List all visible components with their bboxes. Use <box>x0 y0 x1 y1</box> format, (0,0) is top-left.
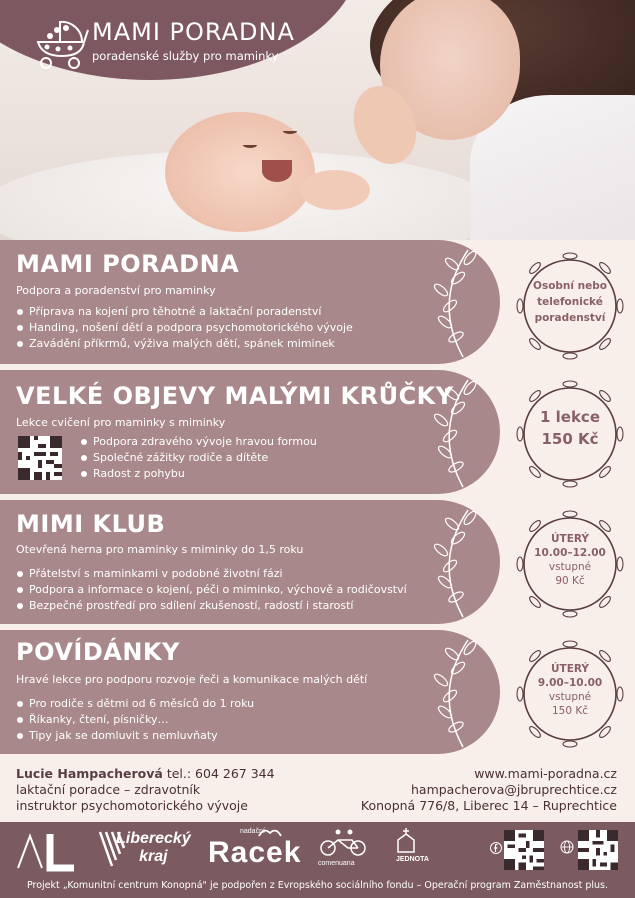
section-title: VELKÉ OBJEVY MALÝMI KRŮČKY <box>16 382 454 410</box>
hero-photo <box>0 0 635 240</box>
section-title: MAMI PORADNA <box>16 250 240 278</box>
badge-line: 150 Kč <box>551 705 589 717</box>
email-link[interactable]: hampacherova@jbruprechtice.cz <box>410 782 617 797</box>
badge-line: 1 lekce <box>539 408 600 426</box>
contact-phone[interactable]: tel.: 604 267 344 <box>166 766 275 781</box>
list-item: Radost z pohybu <box>80 466 317 482</box>
qr-code-icon[interactable] <box>504 830 544 870</box>
list-item: Podpora a informace o kojení, péči o miminko, výchově a rodičovství <box>16 582 407 598</box>
section-subtitle: Hravé lekce pro podporu rozvoje řeči a komunikace malých dětí <box>16 673 368 686</box>
qr-code-icon[interactable] <box>578 830 618 870</box>
badge-line: ÚTERÝ <box>551 663 589 675</box>
pram-icon <box>30 16 90 70</box>
list-item: Společné zážitky rodiče a dítěte <box>80 450 317 466</box>
badge-line: poradenství <box>534 312 606 324</box>
badge-line: telefonické <box>537 296 603 308</box>
qr-code-icon <box>18 436 62 480</box>
badge-line: Osobní nebo <box>533 280 607 292</box>
badge-line: ÚTERÝ <box>551 533 589 545</box>
tandem-bike-icon <box>318 828 368 858</box>
contact-role: instruktor psychomotorického vývoje <box>16 798 248 813</box>
kraj-logo-text <box>116 830 191 866</box>
contact-role: laktační poradce – zdravotník <box>16 782 201 797</box>
contact-name: Lucie Hampacherová <box>16 766 163 781</box>
logo-line: kraj <box>139 848 168 865</box>
bullet-list <box>80 434 317 482</box>
footer-project-text: Projekt „Komunitní centrum Konopná" je podpořen z Evropského sociálního fondu – Operační program Zaměstnanost plus. <box>26 880 609 891</box>
list-item: Říkanky, čtení, písničky… <box>16 712 254 728</box>
brand-subtitle: poradenské služby pro maminky <box>92 49 279 63</box>
section-subtitle: Lekce cvičení pro maminky s miminky <box>16 416 226 429</box>
leaf-branch-icon <box>428 502 498 622</box>
baby-eye <box>283 128 297 134</box>
facebook-icon[interactable] <box>490 840 502 856</box>
badge-line: 10.00–12.00 <box>534 547 606 559</box>
section-velke-objevy <box>0 370 635 494</box>
section-povidanky <box>0 630 635 754</box>
racek-small-text: nadační <box>240 828 265 835</box>
section-mimi-klub <box>0 500 635 624</box>
contact-block <box>0 760 635 822</box>
list-item: Zavádění příkrmů, výživa malých dětí, spánek miminek <box>16 336 353 352</box>
website-link[interactable]: www.mami-poradna.cz <box>474 766 617 781</box>
list-item: Handing, nošení dětí a podpora psychomotorického vývoje <box>16 320 353 336</box>
bullet-list <box>16 566 407 614</box>
badge-line: 150 Kč <box>541 430 599 448</box>
badge-line: 90 Kč <box>555 575 585 587</box>
badge-line: vstupné <box>548 691 592 703</box>
badge-line: 9.00–10.00 <box>537 677 603 689</box>
baby-eye <box>243 142 257 148</box>
section-title: MIMI KLUB <box>16 510 166 538</box>
badge-text <box>520 278 620 326</box>
racek-logo-text: Racek <box>208 836 302 869</box>
baby-mouth <box>262 160 292 182</box>
badge-line: vstupné <box>548 561 592 573</box>
badge-text <box>520 662 620 718</box>
section-subtitle: Podpora a poradenství pro maminky <box>16 284 216 297</box>
address: Konopná 776/8, Liberec 14 – Ruprechtice <box>360 798 617 813</box>
brand-logo <box>30 16 310 74</box>
brand-title: MAMI PORADNA <box>92 18 295 46</box>
leaf-branch-icon <box>428 632 498 752</box>
bullet-list <box>16 304 353 352</box>
list-item: Příprava na kojení pro těhotné a laktační poradenství <box>16 304 353 320</box>
list-item: Přátelství s maminkami v podobné životní fázi <box>16 566 407 582</box>
bullet-list <box>16 696 254 744</box>
globe-icon[interactable] <box>560 840 574 854</box>
baby-arm <box>300 170 370 210</box>
footer <box>0 822 635 898</box>
leaf-branch-icon <box>428 242 498 362</box>
section-subtitle: Otevřená herna pro maminky s miminky do 1,5 roku <box>16 543 304 556</box>
badge-text <box>520 532 620 588</box>
list-item: Pro rodiče s dětmi od 6 měsíců do 1 roku <box>16 696 254 712</box>
list-item: Podpora zdravého vývoje hravou formou <box>80 434 317 450</box>
contact-name-line <box>16 766 275 781</box>
list-item: Tipy jak se domluvit s nemluvňaty <box>16 728 254 744</box>
jednota-text: JEDNOTA <box>396 856 429 863</box>
section-title: POVÍDÁNKY <box>16 638 180 666</box>
leaf-branch-icon <box>428 372 498 492</box>
logo-line: Liberecký <box>116 830 191 847</box>
badge-text <box>520 406 620 450</box>
comenuana-text: comenuana <box>318 860 355 867</box>
church-icon <box>392 828 420 854</box>
section-mami-poradna <box>0 240 635 364</box>
list-item: Bezpečné prostředí pro sdílení zkušeností, radostí i starostí <box>16 598 407 614</box>
al-logo-icon <box>16 830 76 872</box>
